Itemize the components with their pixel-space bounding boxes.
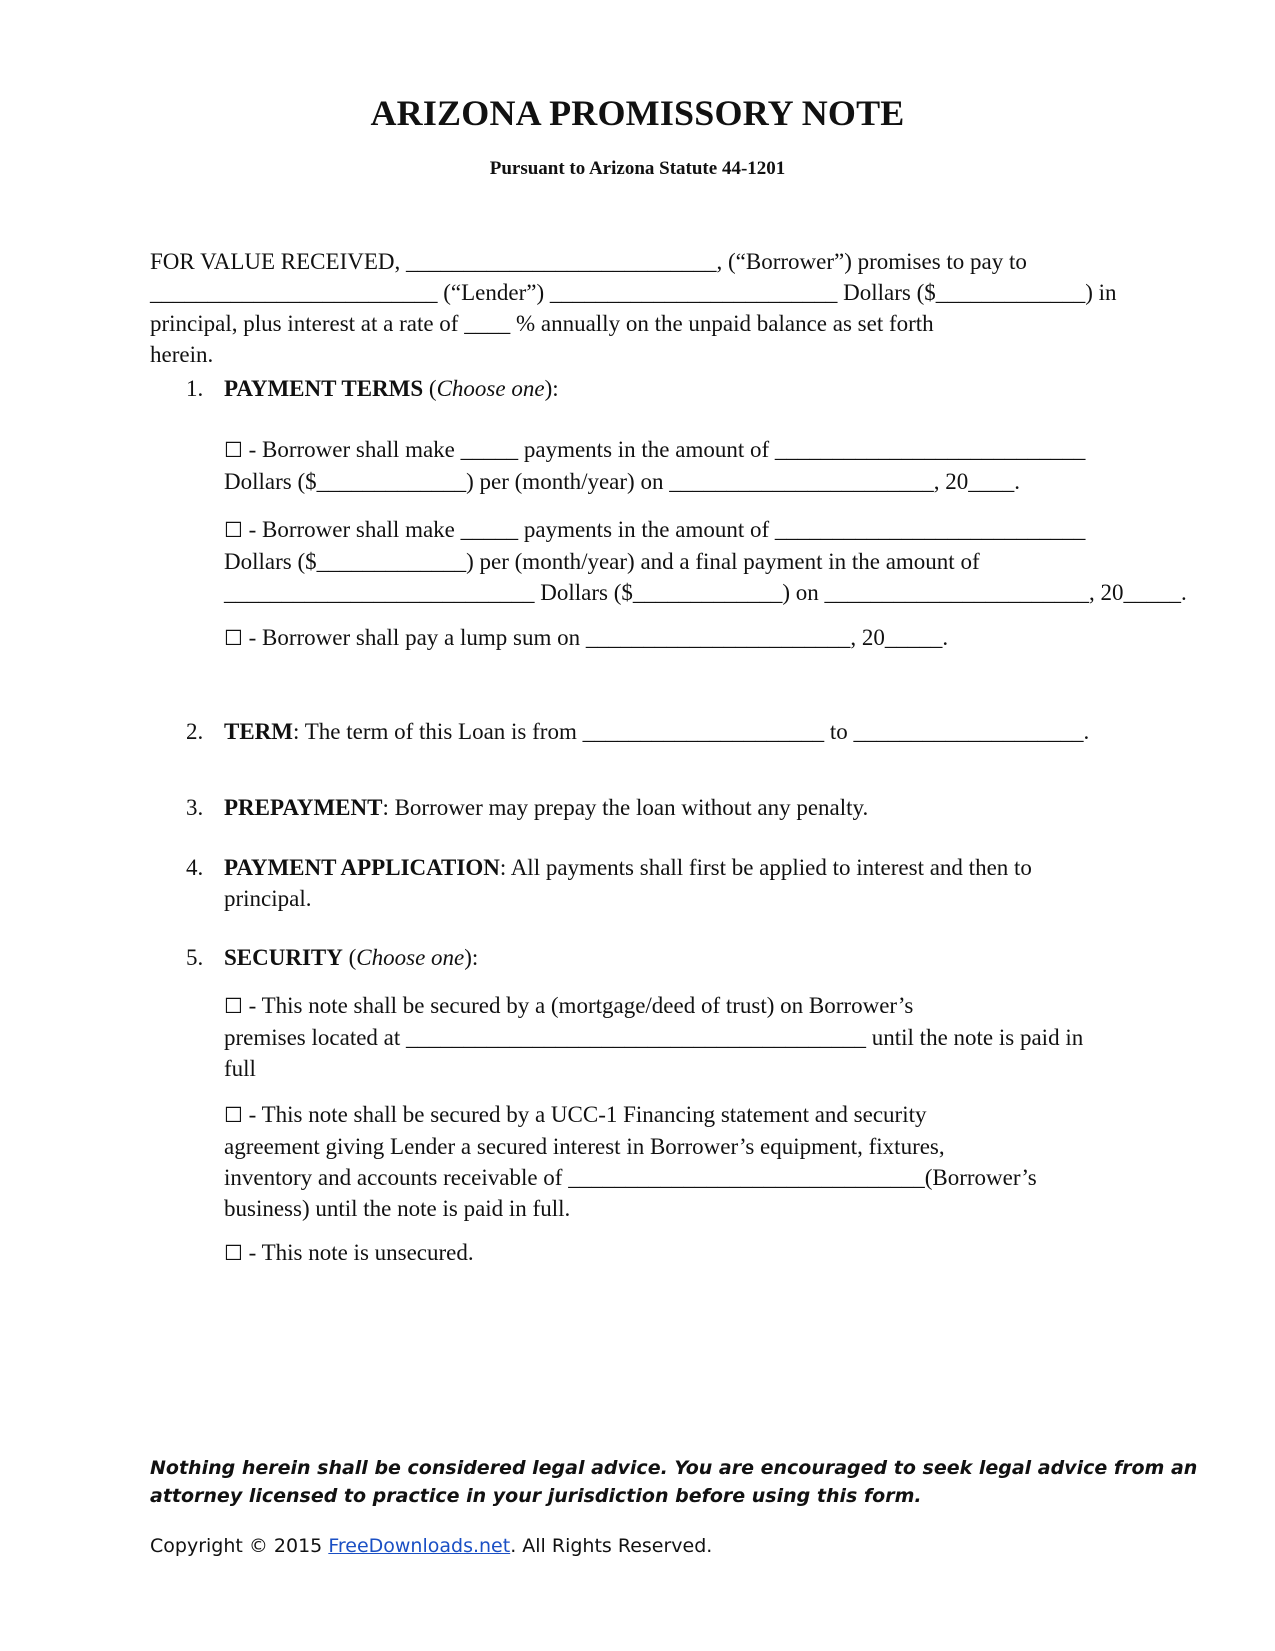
option-text: - Borrower shall pay a lump sum on _______________________, 20_____. xyxy=(242,625,949,650)
section-number: 5. xyxy=(186,945,204,970)
section-heading-text xyxy=(224,373,559,404)
section-text xyxy=(224,792,868,823)
paren-open: ( xyxy=(342,945,357,970)
option-text: - This note shall be secured by a (mortgage/deed of trust) on Borrower’s xyxy=(242,993,914,1018)
security-option-2 xyxy=(224,1099,1124,1224)
option-text: agreement giving Lender a secured interest in Borrower’s equipment, fixtures, xyxy=(224,1134,945,1159)
section-number: 2. xyxy=(186,719,204,744)
checkbox[interactable]: ☐ xyxy=(224,1103,243,1127)
intro-line: FOR VALUE RECEIVED, ___________________________, (“Borrower”) promises to pay to xyxy=(150,249,1027,274)
intro-line: principal, plus interest at a rate of ____ % annually on the unpaid balance as set forth xyxy=(150,311,934,336)
payment-option-3 xyxy=(224,622,1124,654)
section-body: : Borrower may prepay the loan without any penalty. xyxy=(382,795,869,820)
checkbox[interactable]: ☐ xyxy=(224,1241,243,1265)
disclaimer-line: attorney licensed to practice in your jurisdiction before using this form. xyxy=(150,1485,922,1507)
option-text: - Borrower shall make _____ payments in the amount of ___________________________ xyxy=(242,517,1086,542)
document-subtitle: Pursuant to Arizona Statute 44-1201 xyxy=(489,158,786,179)
option-text: - Borrower shall make _____ payments in the amount of ___________________________ xyxy=(242,437,1086,462)
option-text: - This note shall be secured by a UCC-1 Financing statement and security xyxy=(242,1102,927,1127)
intro-paragraph xyxy=(150,246,1117,370)
checkbox[interactable]: ☐ xyxy=(224,518,243,542)
section-text xyxy=(224,852,1032,883)
option-text: inventory and accounts receivable of _______________________________(Borrower’s xyxy=(224,1165,1037,1190)
intro-line: _________________________ (“Lender”) _________________________ Dollars ($_____________) in xyxy=(150,280,1117,305)
document-title: ARIZONA PROMISSORY NOTE xyxy=(370,93,905,133)
section-body-continued: principal. xyxy=(224,886,312,911)
option-text: Dollars ($_____________) per (month/year) on _______________________, 20____. xyxy=(224,469,1020,494)
paren-close: ): xyxy=(464,945,479,970)
option-text: - This note is unsecured. xyxy=(242,1240,474,1265)
section-heading: PREPAYMENT xyxy=(224,795,383,820)
copyright-notice xyxy=(150,1532,712,1560)
checkbox[interactable]: ☐ xyxy=(224,626,243,650)
section-heading: SECURITY xyxy=(224,945,343,970)
section-number: 1. xyxy=(186,376,204,401)
choose-one-label: Choose one xyxy=(436,376,545,401)
payment-option-2 xyxy=(224,514,1187,608)
checkbox[interactable]: ☐ xyxy=(224,994,243,1018)
security-option-3 xyxy=(224,1237,1124,1269)
security-option-1 xyxy=(224,990,1124,1084)
option-text: ___________________________ Dollars ($_____________) on _______________________, 20_____. xyxy=(224,580,1187,605)
legal-disclaimer xyxy=(150,1454,1198,1510)
section-body: : The term of this Loan is from _____________________ to ____________________. xyxy=(293,719,1090,744)
payment-option-1 xyxy=(224,434,1124,497)
option-text: business) until the note is paid in full. xyxy=(224,1196,571,1221)
section-text xyxy=(224,716,1089,747)
option-text: premises located at ________________________________________ until the note is paid in xyxy=(224,1025,1084,1050)
section-body: : All payments shall first be applied to interest and then to xyxy=(499,855,1032,880)
copyright-suffix: . All Rights Reserved. xyxy=(510,1535,713,1557)
section-number: 4. xyxy=(186,855,204,880)
checkbox[interactable]: ☐ xyxy=(224,438,243,462)
section-heading: PAYMENT APPLICATION xyxy=(224,855,500,880)
section-heading: TERM xyxy=(224,719,293,744)
paren-open: ( xyxy=(423,376,437,401)
paren-close: ): xyxy=(544,376,559,401)
disclaimer-line: Nothing herein shall be considered legal advice. You are encouraged to seek legal advice from an xyxy=(150,1457,1198,1479)
option-text: full xyxy=(224,1056,256,1081)
intro-line: herein. xyxy=(150,342,214,367)
section-heading-text xyxy=(224,942,478,973)
freedownloads-link[interactable]: FreeDownloads.net xyxy=(328,1535,511,1557)
section-number: 3. xyxy=(186,795,204,820)
section-heading: PAYMENT TERMS xyxy=(224,376,424,401)
copyright-prefix: Copyright © 2015 xyxy=(150,1535,329,1557)
option-text: Dollars ($_____________) per (month/year) and a final payment in the amount of xyxy=(224,549,980,574)
choose-one-label: Choose one xyxy=(356,945,465,970)
